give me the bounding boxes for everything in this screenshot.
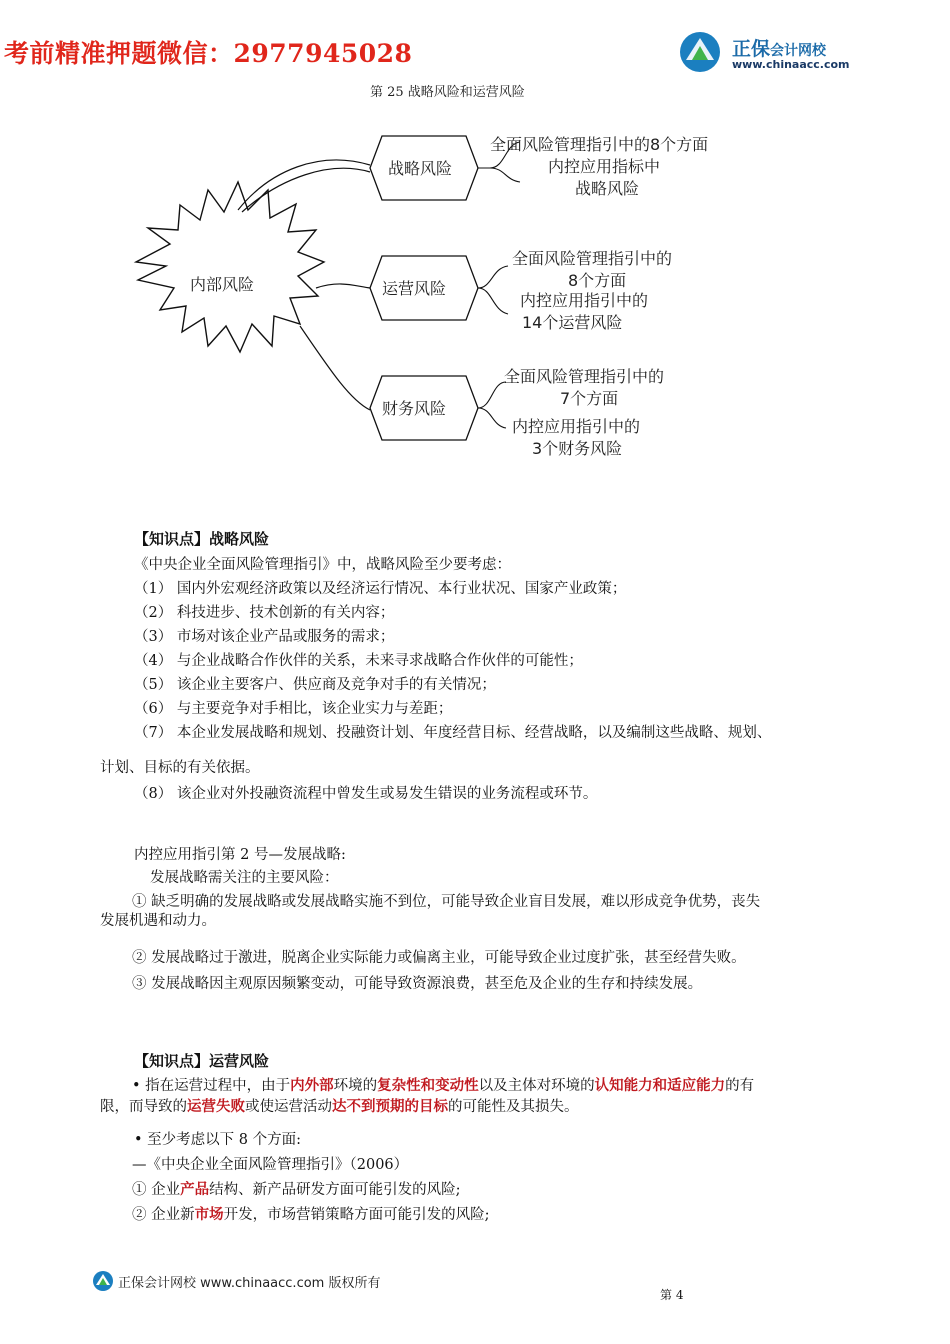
list-item: （4） 与企业战略合作伙伴的关系，未来寻求战略合作伙伴的可能性； [134,653,583,669]
operational-source: —《中央企业全面风险管理指引》（2006） [132,1157,409,1173]
svg-text:内控应用指引中的: 内控应用指引中的 [512,417,641,436]
development-subheading: 发展战略需关注的主要风险： [150,870,339,886]
operational-definition: • 指在运营过程中，由于内外部环境的复杂性和变动性以及主体对环境的认知能力和适应能力的有 [132,1077,755,1094]
burst-shape [136,182,324,352]
operational-title: 【知识点】运营风险 [134,1052,270,1070]
risk-diagram [120,120,760,470]
cut-line: ③ 发展战略因主观原因频繁变动，可能导致资源浪费，甚至危及企业的生存和持续发展。 [132,976,703,992]
page-mark: 第 4 [660,1288,684,1302]
list-item: （3） 市场对该企业产品或服务的需求； [134,629,395,645]
logo-icon [678,30,726,74]
operational-item-2: ② 企业新市场开发，市场营销策略方面可能引发的风险; [132,1206,490,1223]
svg-text:全面风险管理指引中的: 全面风险管理指引中的 [512,249,673,268]
svg-text:3个财务风险: 3个财务风险 [532,439,623,458]
list-item: （2） 科技进步、技术创新的有关内容； [134,605,395,621]
svg-text:7个方面: 7个方面 [560,389,619,408]
cut-line: ① 缺乏明确的发展战略或发展战略实施不到位，可能导致企业盲目发展，难以形成竞争优势，丧失 [132,894,761,910]
development-heading: 内控应用指引第 2 号—发展战略: [134,847,346,863]
operational-item-1: ① 企业产品结构、新产品研发方面可能引发的风险; [132,1181,461,1198]
strategic-title: 【知识点】战略风险 [134,530,270,548]
svg-text:8个方面: 8个方面 [568,271,627,290]
list-item: （7） 本企业发展战略和规划、投融资计划、年度经营目标、经营战略，以及编制这些战略、规划、 [134,725,772,741]
node-financial-label: 财务风险 [382,399,447,418]
cut-line: 计划、目标的有关依据。 [100,760,260,776]
center-label: 内部风险 [190,275,255,294]
logo-url: www.chinaacc.com [732,58,850,71]
svg-text:14个运营风险: 14个运营风险 [522,313,623,332]
svg-text:全面风险管理指引中的: 全面风险管理指引中的 [504,367,665,386]
svg-text:内控应用指引中的: 内控应用指引中的 [520,291,649,310]
svg-text:内控应用指标中: 内控应用指标中 [548,157,661,176]
list-item: （5） 该企业主要客户、供应商及竞争对手的有关情况； [134,677,496,693]
list-item: （1） 国内外宏观经济政策以及经济运行情况、本行业状况、国家产业政策； [134,581,627,597]
operational-definition-cont: 限，而导致的运营失败或使运营活动达不到预期的目标的可能性及其损失。 [100,1098,579,1115]
list-item: （6） 与主要竞争对手相比，该企业实力与差距； [134,701,453,717]
footer-logo-icon [92,1270,114,1292]
footer-text: 正保会计网校 www.chinaacc.com 版权所有 [118,1276,381,1291]
logo-name: 正保会计网校 [732,38,827,60]
cut-line: 发展机遇和动力。 [100,913,216,929]
promo-text: 考前精准押题微信：2977945028 [4,39,413,68]
development-item-2: ② 发展战略过于激进，脱离企业实际能力或偏离主业，可能导致企业过度扩张，甚至经营失败。 [132,950,746,966]
clipped-title: 第 25 战略风险和运营风险 [370,85,525,100]
node-strategic-label: 战略风险 [388,159,453,178]
strategic-intro: 《中央企业全面风险管理指引》中，战略风险至少要考虑： [134,557,511,573]
svg-text:战略风险: 战略风险 [575,179,640,198]
cut-line: （8） 该企业对外投融资流程中曾发生或易发生错误的业务流程或环节。 [134,786,598,802]
operational-bullet: • 至少考虑以下 8 个方面: [134,1132,301,1148]
svg-text:全面风险管理指引中的8个方面: 全面风险管理指引中的8个方面 [490,135,709,154]
node-operational-label: 运营风险 [382,279,447,298]
